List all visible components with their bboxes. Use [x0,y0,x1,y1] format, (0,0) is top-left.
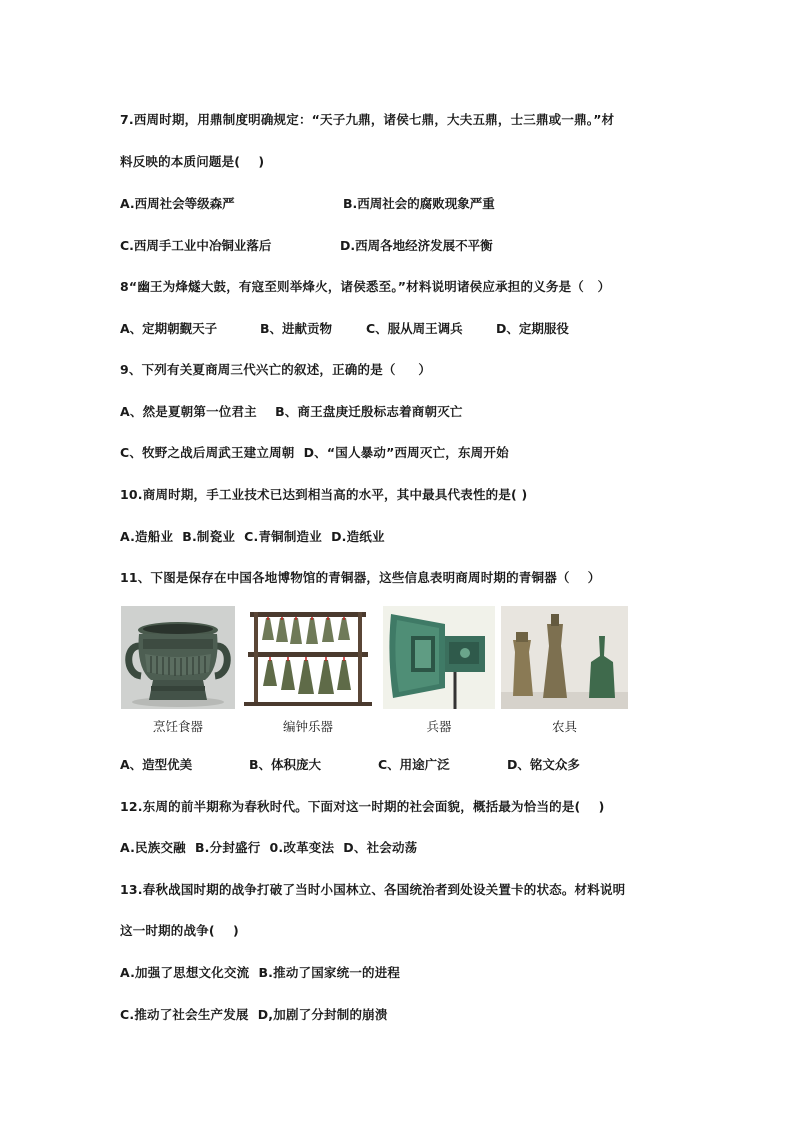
q11-option-c: C、用途广泛 [378,757,450,772]
q12-options: A.民族交融 B.分封盛行 0.改革变法 D、社会动荡 [120,840,418,855]
q11-option-b: B、体积庞大 [249,757,322,772]
q8-option-c: C、服从周王调兵 [366,321,463,336]
q12-stem: 12.东周的前半期称为春秋时代。下面对这一时期的社会面貌，概括最为恰当的是( ) [120,799,605,814]
q7-option-a: A.西周社会等级森严 [120,196,235,211]
q11-option-d: D、铭文众多 [507,757,580,772]
q9-options-ab: A、然是夏朝第一位君主 B、商王盘庚迁殷标志着商朝灭亡 [120,404,463,419]
q7-stem-line1: 7.西周时期，用鼎制度明确规定：“天子九鼎，诸侯七鼎，大夫五鼎，士三鼎或一鼎。”材 [120,112,615,127]
image-caption-farm-tools: 农具 [551,719,577,734]
q8-option-d: D、定期服役 [496,321,569,336]
q8-stem: 8“幽王为烽燧大鼓，有寇至则举烽火，诸侯悉至。”材料说明诸侯应承担的义务是（ ） [120,279,611,294]
bronze-farm-tools-image [501,606,628,709]
q8-option-b: B、进献贡物 [260,321,333,336]
bronze-chime-bells-image [238,606,378,709]
image-caption-cooking-vessel: 烹饪食器 [152,719,203,734]
q9-stem: 9、下列有关夏商周三代兴亡的叙述，正确的是（ ） [120,362,432,377]
q7-option-b: B.西周社会的腐败现象严重 [343,196,495,211]
image-caption-chime-bells: 编钟乐器 [282,719,333,734]
bronze-axe-weapon-image [383,606,495,709]
q11-option-a: A、造型优美 [120,757,193,772]
q13-options-cd: C.推动了社会生产发展 D,加剧了分封制的崩溃 [120,1007,388,1022]
q11-stem: 11、下图是保存在中国各地博物馆的青铜器，这些信息表明商周时期的青铜器（ ） [120,570,601,585]
q10-options: A.造船业 B.制瓷业 C.青铜制造业 D.造纸业 [120,529,385,544]
q7-option-d: D.西周各地经济发展不平衡 [340,238,493,253]
q13-stem-line2: 这一时期的战争( ) [120,923,239,938]
q8-option-a: A、定期朝觐天子 [120,321,218,336]
q10-stem: 10.商周时期，手工业技术已达到相当高的水平，其中最具代表性的是( ) [120,487,528,502]
image-caption-weapon: 兵器 [426,719,452,734]
q13-stem-line1: 13.春秋战国时期的战争打破了当时小国林立、各国统治者到处设关置卡的状态。材料说明 [120,882,626,897]
q9-options-cd: C、牧野之战后周武王建立周朝 D、“国人暴动”西周灭亡，东周开始 [120,445,509,460]
q7-stem-line2: 料反映的本质问题是( ) [120,154,265,169]
bronze-food-vessel-image [121,606,235,709]
q7-option-c: C.西周手工业中冶铜业落后 [120,238,272,253]
q13-options-ab: A.加强了思想文化交流 B.推动了国家统一的进程 [120,965,401,980]
